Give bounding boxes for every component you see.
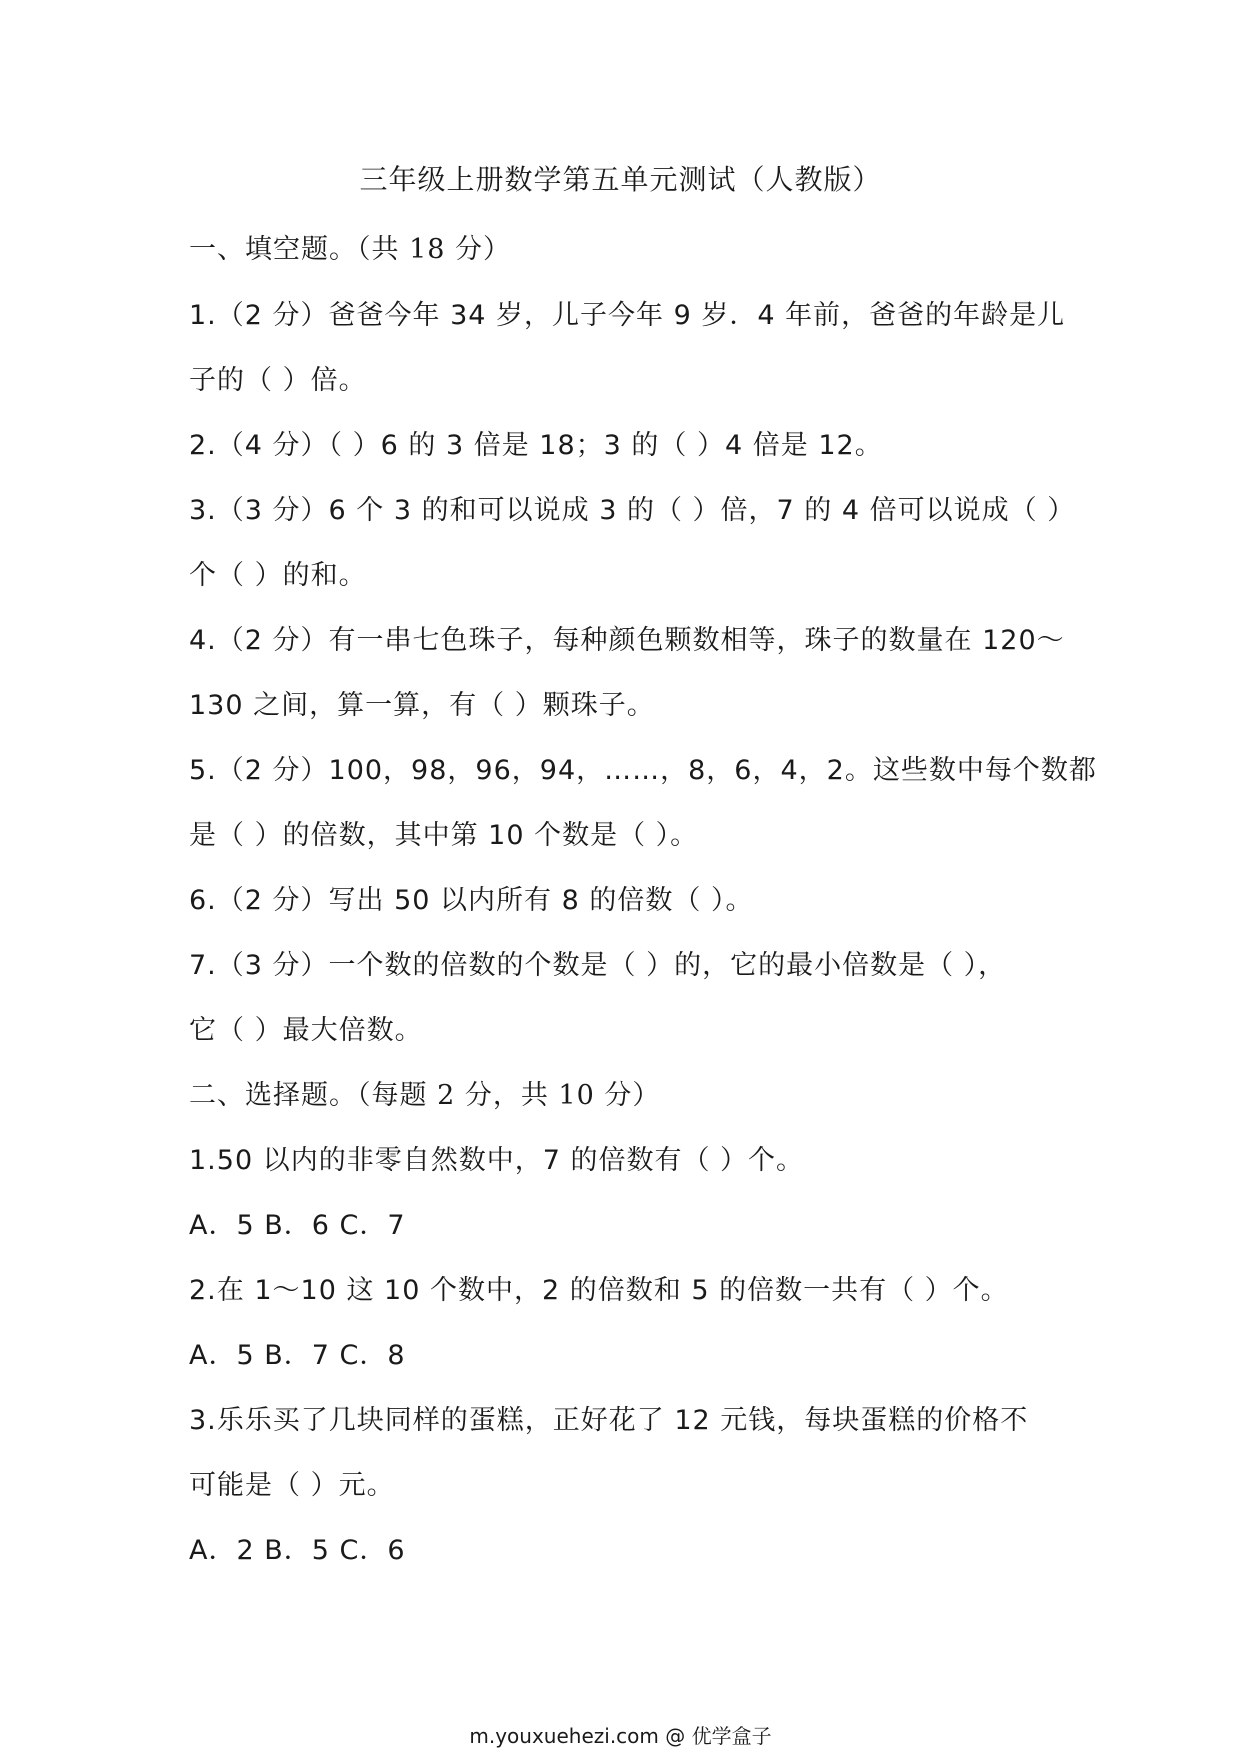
question-1-line-2: 子的（ ）倍。 xyxy=(189,365,367,396)
section-heading-fill-blank: 一、填空题。（共 18 分） xyxy=(189,234,512,265)
question-7-line-2: 它（ ）最大倍数。 xyxy=(189,1015,423,1046)
question-4-line-2: 130 之间，算一算，有（ ）颗珠子。 xyxy=(189,690,655,721)
question-7-line-1: 7.（3 分）一个数的倍数的个数是（ ）的，它的最小倍数是（ ）， xyxy=(189,950,1007,981)
question-4-line-1: 4.（2 分）有一串七色珠子，每种颜色颗数相等，珠子的数量在 120～ xyxy=(189,625,1065,656)
footer-watermark: m.youxuehezi.com @ 优学盒子 xyxy=(469,1724,772,1748)
page-title: 三年级上册数学第五单元测试（人教版） xyxy=(359,163,882,196)
choice-question-3-options: A．2 B．5 C．6 xyxy=(189,1535,406,1566)
question-2-line-1: 2.（4 分）（ ）6 的 3 倍是 18；3 的（ ）4 倍是 12。 xyxy=(189,430,883,461)
question-5-line-1: 5.（2 分）100，98，96，94，……，8，6，4，2。这些数中每个数都 xyxy=(189,755,1097,786)
question-1-line-1: 1.（2 分）爸爸今年 34 岁，儿子今年 9 岁．4 年前，爸爸的年龄是儿 xyxy=(189,300,1066,331)
question-5-line-2: 是（ ）的倍数，其中第 10 个数是（ ）。 xyxy=(189,820,699,851)
question-6-line-1: 6.（2 分）写出 50 以内所有 8 的倍数（ ）。 xyxy=(189,885,754,916)
choice-question-3-line-2: 可能是（ ）元。 xyxy=(189,1470,395,1501)
question-3-line-2: 个（ ）的和。 xyxy=(189,560,367,591)
choice-question-2-options: A．5 B．7 C．8 xyxy=(189,1340,406,1371)
section-heading-multiple-choice: 二、选择题。（每题 2 分，共 10 分） xyxy=(189,1080,661,1111)
choice-question-1-options: A．5 B．6 C．7 xyxy=(189,1210,406,1241)
choice-question-1: 1.50 以内的非零自然数中，7 的倍数有（ ）个。 xyxy=(189,1145,805,1176)
question-3-line-1: 3.（3 分）6 个 3 的和可以说成 3 的（ ）倍，7 的 4 倍可以说成（ ） xyxy=(189,495,1076,526)
choice-question-2: 2.在 1～10 这 10 个数中，2 的倍数和 5 的倍数一共有（ ）个。 xyxy=(189,1275,1009,1306)
choice-question-3-line-1: 3.乐乐买了几块同样的蛋糕，正好花了 12 元钱，每块蛋糕的价格不 xyxy=(189,1405,1029,1436)
